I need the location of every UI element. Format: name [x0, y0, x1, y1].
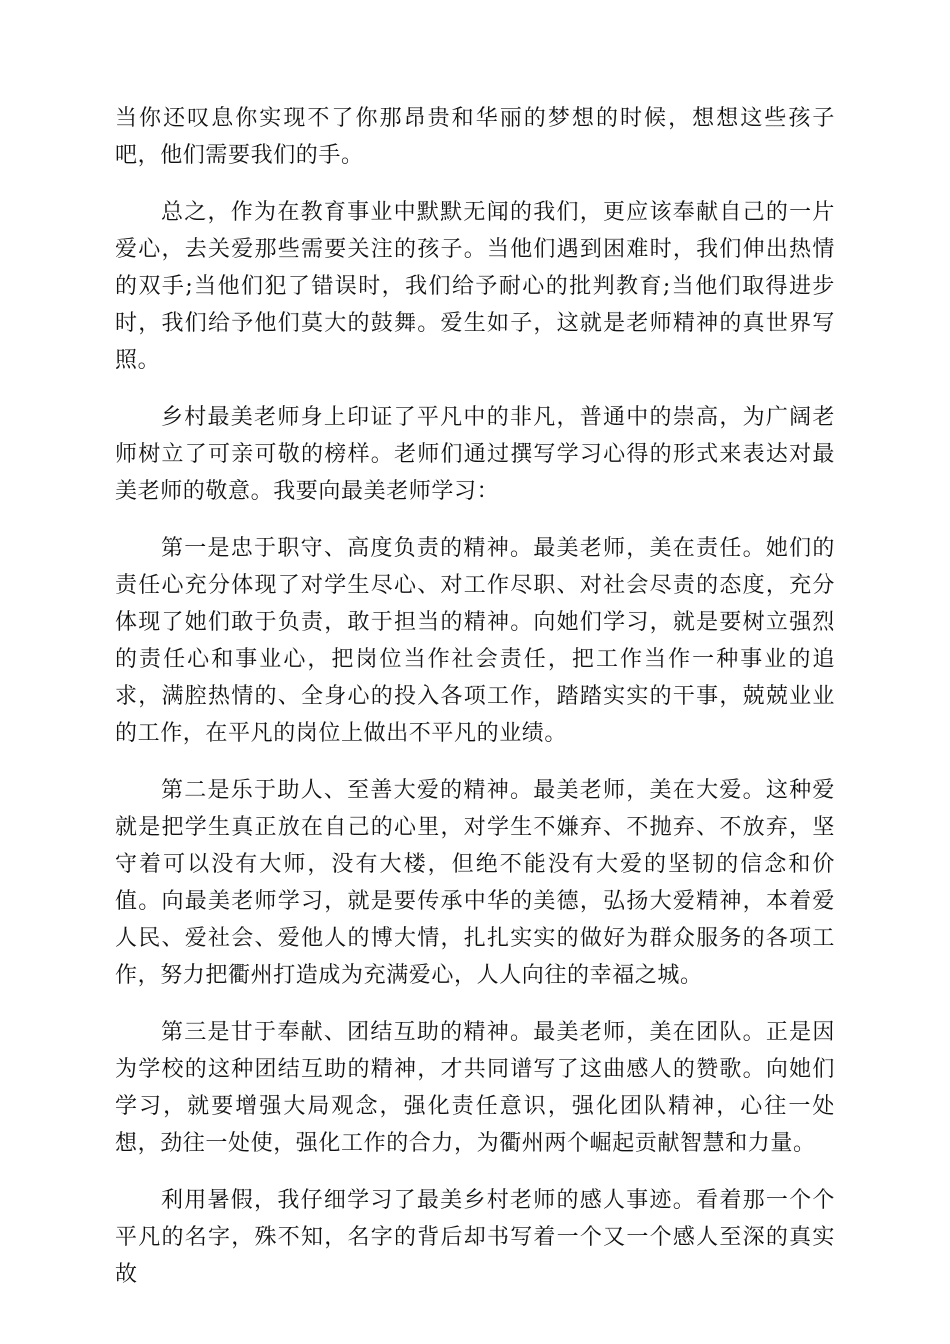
paragraph-4: 第一是忠于职守、高度负责的精神。最美老师，美在责任。她们的责任心充分体现了对学生尽心、对工作尽职、对社会尽责的态度，充分体现了她们敢于负责，敢于担当的精神。向她们学习，就是要树立强烈的责任心和事业心，把岗位当作社会责任，把工作当作一种事业的追求，满腔热情的、全身心的投入各项工作，踏踏实实的干事，兢兢业业的工作，在平凡的岗位上做出不平凡的业绩。: [115, 536, 835, 746]
paragraph-3: 乡村最美老师身上印证了平凡中的非凡，普通中的崇高，为广阔老师树立了可亲可敬的榜样。老师们通过撰写学习心得的形式来表达对最美老师的敬意。我要向最美老师学习：: [115, 405, 835, 504]
paragraph-6: 第三是甘于奉献、团结互助的精神。最美老师，美在团队。正是因为学校的这种团结互助的精神，才共同谱写了这曲感人的赞歌。向她们学习，就要增强大局观念，强化责任意识，强化团队精神，心往一处想，劲往一处使，强化工作的合力，为衢州两个崛起贡献智慧和力量。: [115, 1020, 835, 1156]
paragraph-2: 总之，作为在教育事业中默默无闻的我们，更应该奉献自己的一片爱心，去关爱那些需要关注的孩子。当他们遇到困难时，我们伸出热情的双手;当他们犯了错误时，我们给予耐心的批判教育;当他们取得进步时，我们给予他们莫大的鼓舞。爱生如子，这就是老师精神的真世界写照。: [115, 200, 835, 373]
paragraph-7: 利用暑假，我仔细学习了最美乡村老师的感人事迹。看着那一个个平凡的名字，殊不知，名字的背后却书写着一个又一个感人至深的真实故: [115, 1188, 835, 1287]
document-body: [115, 100, 835, 1313]
paragraph-1: 当你还叹息你实现不了你那昂贵和华丽的梦想的时候，想想这些孩子吧，他们需要我们的手。: [115, 106, 835, 168]
paragraph-5: 第二是乐于助人、至善大爱的精神。最美老师，美在大爱。这种爱就是把学生真正放在自己的心里，对学生不嫌弃、不抛弃、不放弃，坚守着可以没有大师，没有大楼，但绝不能没有大爱的坚韧的信念和价值。向最美老师学习，就是要传承中华的美德，弘扬大爱精神，本着爱人民、爱社会、爱他人的博大情，扎扎实实的做好为群众服务的各项工作，努力把衢州打造成为充满爱心，人人向往的幸福之城。: [115, 778, 835, 988]
